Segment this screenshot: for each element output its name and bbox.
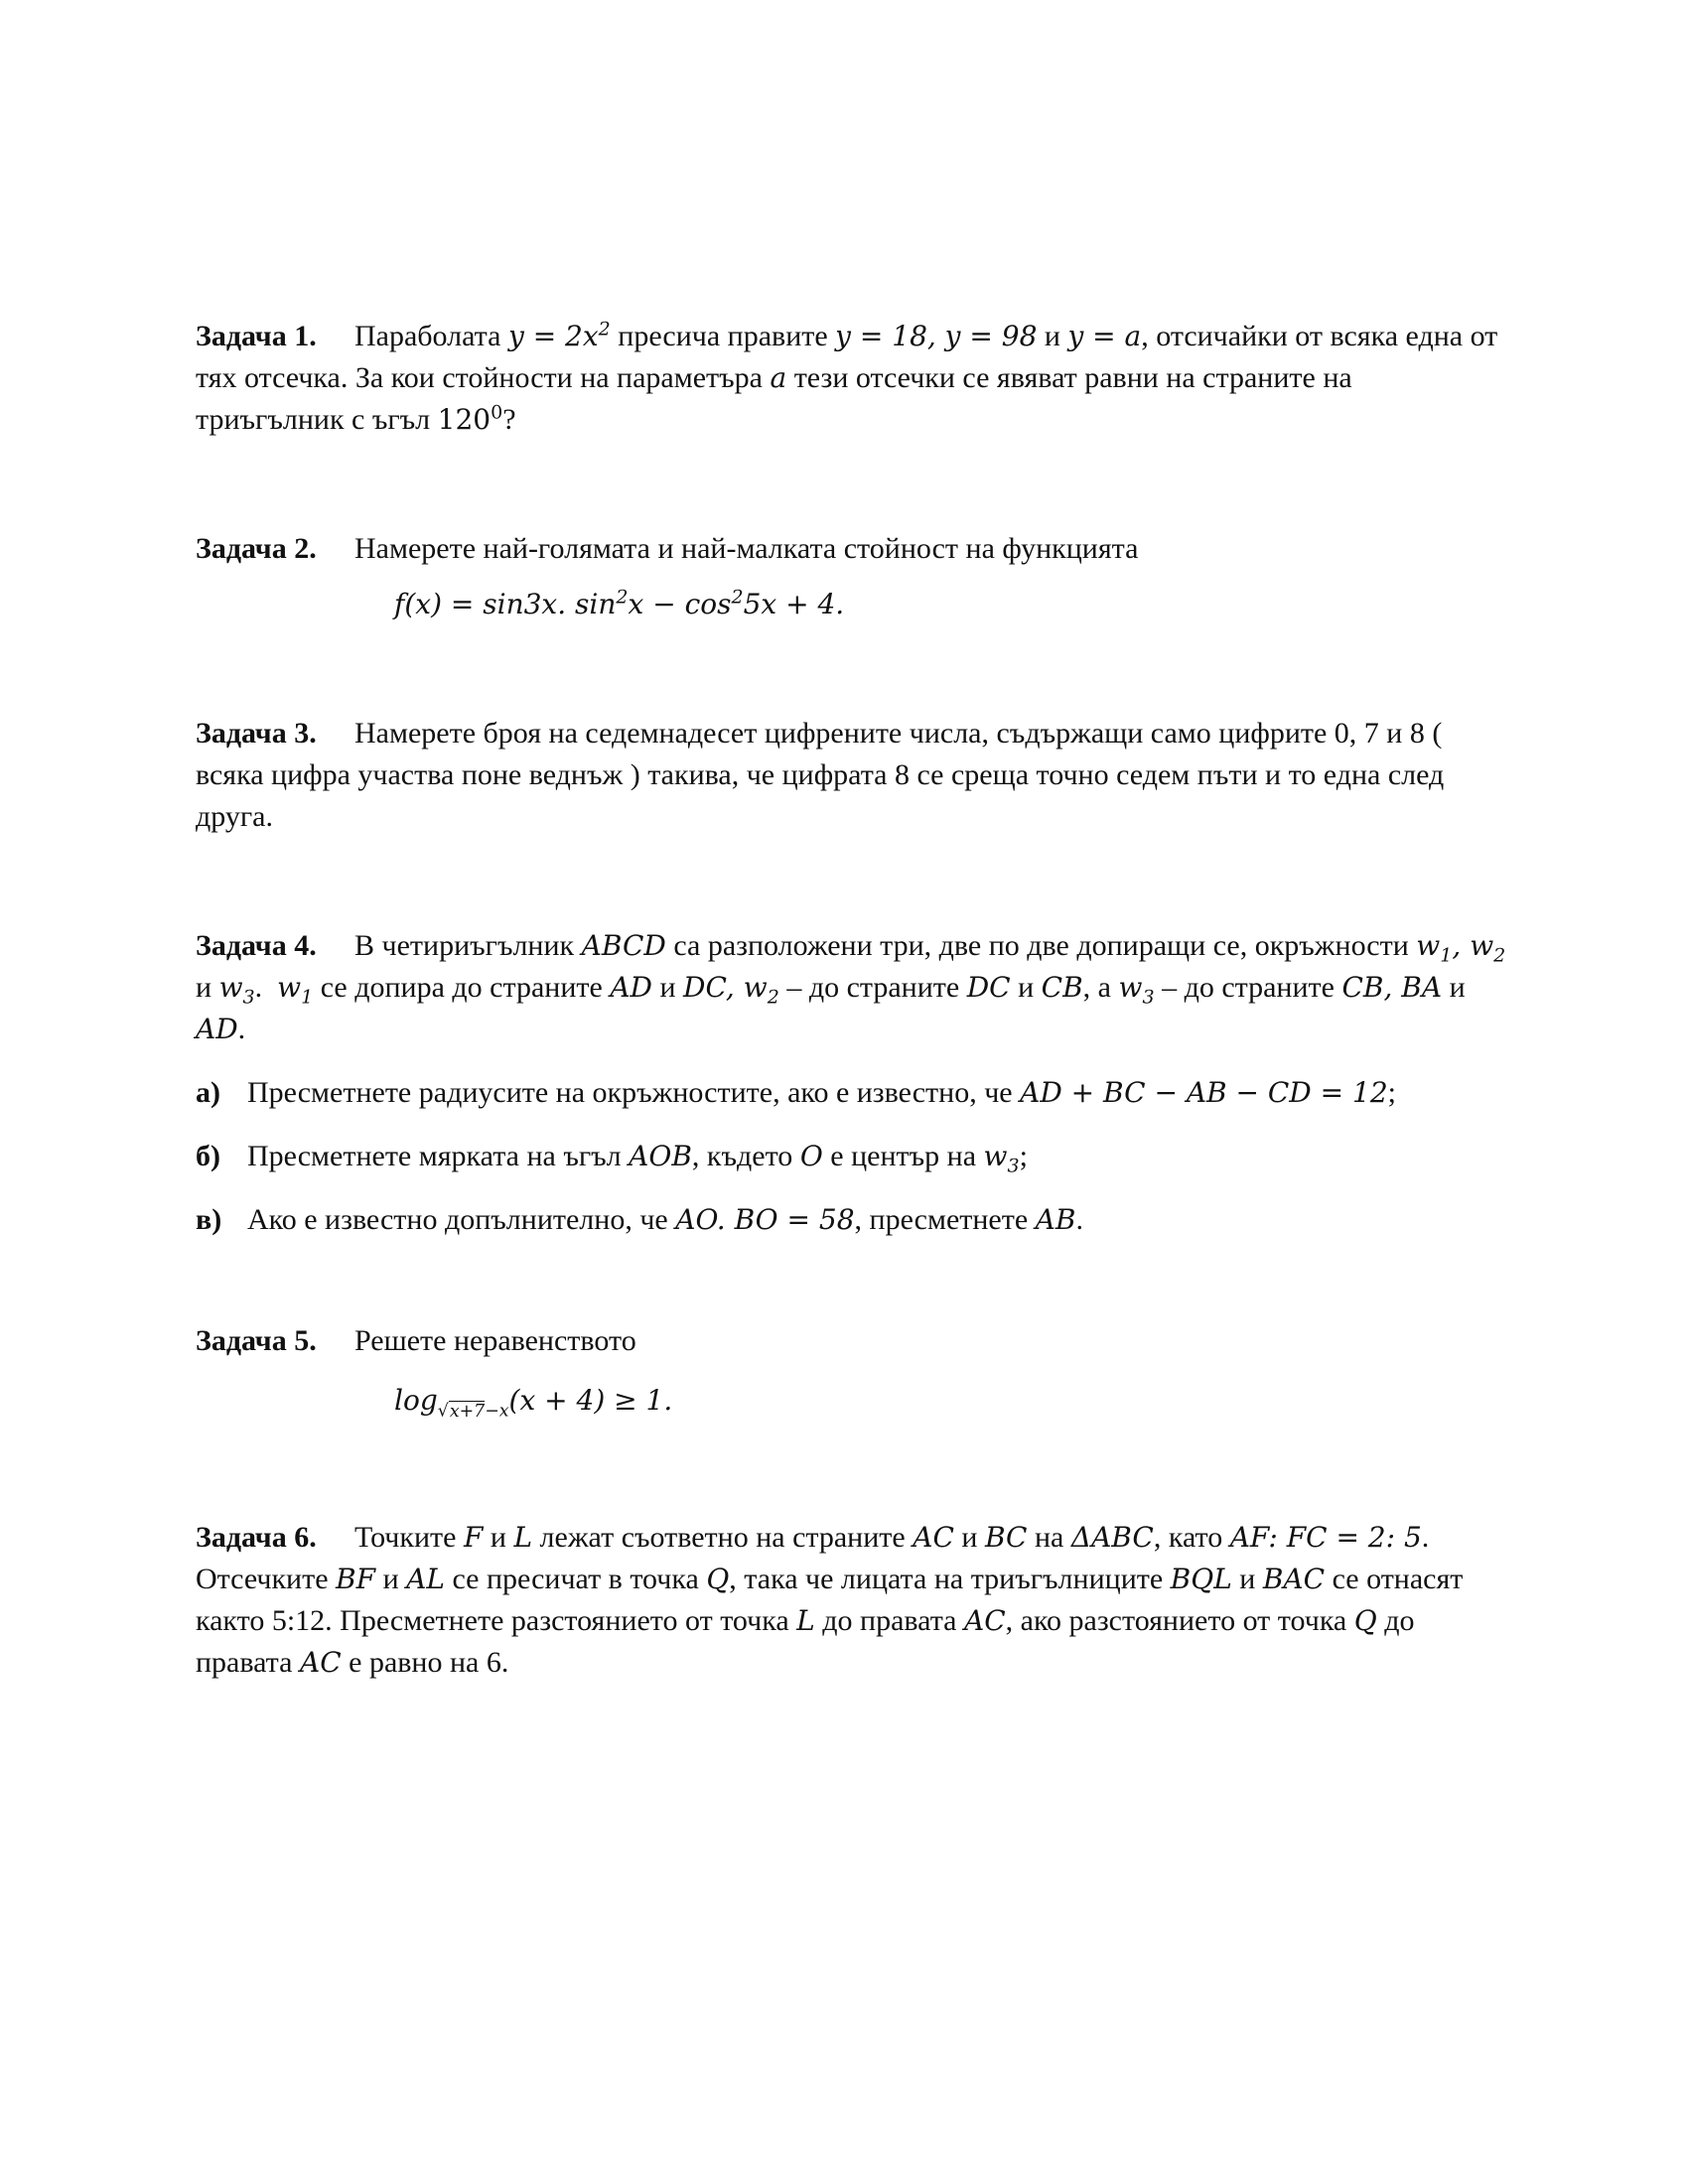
math-circle	[983, 1140, 1020, 1177]
problem-text: , отсичайки от всяка една от тях отсечка. За кои стойности на параметъра	[196, 320, 1498, 394]
formula-radicand: x+7	[449, 1401, 486, 1422]
math-sub: 1	[1440, 944, 1453, 967]
math-sub: 2	[767, 986, 779, 1009]
problem-text: и	[483, 1521, 514, 1554]
math-comma: ,	[1452, 929, 1471, 962]
math-parabola: y = 2x	[507, 320, 599, 352]
math-side: AC	[913, 1521, 954, 1554]
problem-3	[196, 713, 1506, 838]
subitem-text: ;	[1019, 1140, 1028, 1172]
problem-1	[196, 316, 1506, 441]
formula-base-rest: −x	[485, 1401, 509, 1422]
math-point: L	[796, 1604, 815, 1637]
problem-heading: Задача 3.	[196, 717, 317, 750]
math-point: L	[513, 1521, 533, 1554]
math-side: BA	[1401, 971, 1443, 1004]
problem-text: пресича правите	[610, 320, 836, 352]
formula-part: x −	[628, 588, 685, 620]
formula-tail: (x + 4) ≥ 1.	[508, 1384, 673, 1417]
math-w: w	[743, 971, 768, 1004]
problem-text: лежат съответно на страните	[532, 1521, 914, 1554]
math-side: AD	[610, 971, 652, 1004]
problem-text: и	[375, 1563, 407, 1595]
math-point: Q	[1353, 1604, 1377, 1637]
problem-text: се отнасят както 5:12. Пресметнете разстоянието от точка	[196, 1563, 1464, 1637]
subitem-text: Пресметнете мярката на ъгъл	[247, 1140, 630, 1172]
subitem-b	[196, 1136, 1506, 1177]
math-w3	[1118, 971, 1155, 1009]
subitem-text: , пресметнете	[854, 1203, 1036, 1236]
math-side: DC	[683, 971, 726, 1004]
math-triangle: ΔABC	[1070, 1521, 1154, 1554]
math-sub: 3	[1142, 986, 1155, 1009]
subitem-text: , където	[691, 1140, 800, 1172]
problem-text: ?	[502, 403, 516, 436]
math-w: w	[983, 1140, 1008, 1172]
math-w: w	[1118, 971, 1143, 1004]
math-sub: 2	[1493, 944, 1506, 967]
problem-text: Точките	[354, 1521, 464, 1554]
subitem-text: е център на	[822, 1140, 984, 1172]
subitem-a	[196, 1072, 1506, 1114]
problem-2	[196, 528, 1506, 625]
problem-text: и	[196, 971, 219, 1004]
problem-text: и	[1442, 971, 1466, 1004]
subitem-text: .	[1075, 1203, 1083, 1236]
math-point: F	[463, 1521, 484, 1554]
formula-part: f(x) = sin3x. sin	[394, 588, 617, 620]
problem-text: тези отсечки се явяват равни на страните на триъгълник с ъгъл	[196, 361, 1352, 436]
problem-heading: Задача 5.	[196, 1324, 317, 1357]
math-side: CB	[1341, 971, 1384, 1004]
math-comma: ,	[1383, 971, 1402, 1004]
math-side: AC	[299, 1646, 342, 1679]
formula-part: cos	[684, 588, 732, 620]
math-expression: AO. BO = 58	[675, 1203, 855, 1236]
math-line-a: y = a	[1067, 320, 1142, 352]
math-angle	[438, 403, 503, 436]
problem-text: са разположени три, две по две допиращи се, окръжности	[665, 929, 1417, 962]
function-formula	[196, 584, 1506, 625]
formula-exponent: 2	[731, 586, 744, 609]
math-sub: 3	[242, 986, 255, 1009]
math-w1	[1416, 929, 1453, 967]
problem-text: , а	[1082, 971, 1119, 1004]
math-side: AD	[196, 1013, 238, 1045]
math-angle-value: 120	[437, 403, 492, 436]
inequality-formula: $\log_{√x+7-x}(x + 4) \ge 1$.	[394, 1384, 673, 1422]
math-expression: AD + BC − AB − CD = 12	[1020, 1076, 1388, 1109]
subitem-text: ;	[1387, 1076, 1396, 1109]
problem-text: и	[953, 1521, 985, 1554]
subitem-text: Ако е известно допълнително, че	[247, 1203, 676, 1236]
problem-heading: Задача 1.	[196, 320, 317, 352]
math-side: AC	[963, 1604, 1006, 1637]
problem-heading: Задача 6.	[196, 1521, 317, 1554]
problem-text: и	[1037, 320, 1068, 352]
math-w2	[743, 971, 779, 1009]
math-segment: BF	[336, 1563, 376, 1595]
math-ratio: AF: FC = 2: 5	[1229, 1521, 1422, 1554]
problem-text: и	[1010, 971, 1042, 1004]
problem-text: В четириъгълник	[354, 929, 582, 962]
math-triangle: BQL	[1170, 1563, 1232, 1595]
subitem-text: Пресметнете радиусите на окръжностите, ако е известно, че	[247, 1076, 1021, 1109]
problem-heading: Задача 2.	[196, 532, 317, 565]
math-w: w	[218, 971, 243, 1004]
math-segment: AB	[1035, 1203, 1076, 1236]
problem-heading: Задача 4.	[196, 929, 317, 962]
problem-text: .	[254, 971, 263, 1004]
problem-text: , така че лицата на триъгълниците	[729, 1563, 1171, 1595]
math-angle: AOB	[629, 1140, 692, 1172]
math-sub: 1	[301, 986, 314, 1009]
problem-text: до правата	[196, 1604, 1415, 1679]
math-triangle: BAC	[1262, 1563, 1326, 1595]
problem-text: Намерете броя на седемнадесет цифрените числа, съдържащи само цифрите 0, 7 и 8 ( всяка цифра участва поне веднъж ) такива, че цифрата 8 се среща точно седем пъти и то една след друга.	[196, 717, 1445, 833]
problem-text: и	[651, 971, 684, 1004]
subitem-c	[196, 1199, 1506, 1241]
problem-text: , като	[1153, 1521, 1230, 1554]
math-parameter: a	[770, 361, 787, 394]
problem-6	[196, 1517, 1506, 1684]
formula-exponent: 2	[616, 586, 629, 609]
problem-4	[196, 925, 1506, 1241]
math-side: DC	[966, 971, 1011, 1004]
problem-text: Параболата	[354, 320, 508, 352]
problem-text: Намерете най-голямата и най-малката стойност на функцията	[354, 532, 1139, 565]
subitem-label: а)	[196, 1076, 220, 1109]
problem-text: до правата	[814, 1604, 964, 1637]
math-exponent: 2	[598, 318, 611, 341]
problem-text: се допира до страните	[313, 971, 611, 1004]
math-expression	[508, 320, 611, 352]
problem-text: .	[237, 1013, 246, 1045]
math-quadrilateral: ABCD	[581, 929, 666, 962]
math-lines: y = 18, y = 98	[835, 320, 1038, 352]
formula-part: 5x + 4.	[743, 588, 845, 620]
math-w: w	[1470, 929, 1494, 962]
problem-text: , ако разстоянието от точка	[1005, 1604, 1354, 1637]
problem-text: се пресичат в точка	[444, 1563, 707, 1595]
math-w2	[1470, 929, 1506, 967]
problem-text: и	[1231, 1563, 1263, 1595]
formula-log: log	[394, 1384, 438, 1417]
problem-5	[196, 1320, 1506, 1422]
math-w3	[218, 971, 255, 1009]
problem-text: – до страните	[778, 971, 967, 1004]
math-segment: AL	[406, 1563, 445, 1595]
math-w: w	[277, 971, 302, 1004]
math-side: BC	[984, 1521, 1028, 1554]
math-degree: 0	[491, 401, 503, 424]
problem-text: – до страните	[1154, 971, 1342, 1004]
problem-text: е равно на 6.	[341, 1646, 509, 1679]
subitem-label: б)	[196, 1140, 220, 1172]
math-w: w	[1416, 929, 1441, 962]
problem-text: Решете неравенството	[354, 1324, 636, 1357]
subitem-label: в)	[196, 1203, 222, 1236]
math-comma: ,	[725, 971, 744, 1004]
problem-text: на	[1027, 1521, 1071, 1554]
math-sub: 3	[1007, 1155, 1020, 1177]
math-point: O	[799, 1140, 823, 1172]
math-point: Q	[706, 1563, 730, 1595]
math-w1	[277, 971, 314, 1009]
math-side: CB	[1041, 971, 1083, 1004]
problem-text: . Отсечките	[196, 1521, 1430, 1595]
